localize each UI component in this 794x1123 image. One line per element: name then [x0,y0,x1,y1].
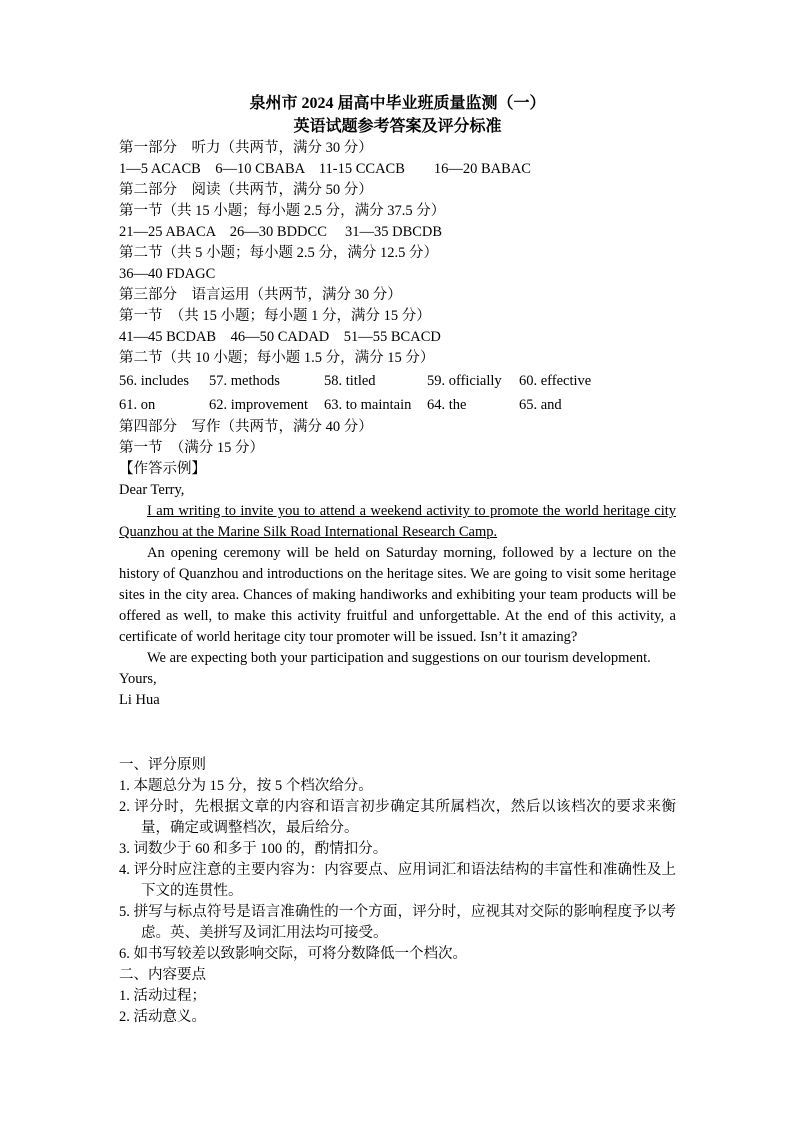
fill-answer-60: 60. effective [519,373,592,389]
content-point-2: 2. 活动意义。 [119,1009,206,1025]
fill-answer-65: 65. and [519,397,562,413]
part3-section1-header: 第一节 （共 15 小题；每小题 1 分，满分 15 分） [119,308,431,324]
essay-salutation: Dear Terry, [119,482,185,498]
fill-answer-57: 57. methods [209,373,280,389]
part3-header: 第三部分 语言运用（共两节，满分 30 分） [119,287,402,303]
content-points-header: 二、内容要点 [119,967,206,983]
fill-answers-row1 [119,369,676,393]
scoring-principle-3: 3. 词数少于 60 和多于 100 的，酌情扣分。 [119,841,388,857]
scoring-principles-header: 一、评分原则 [119,757,206,773]
section-gap [119,711,676,755]
essay-paragraph-2: An opening ceremony will be held on Saturday morning, followed by a lecture on the history of Quanzhou and introductions on the heritage sites. We are going to visit some heritage sites in the city area. Chances of making handiworks and exhibiting your team products will be offered as well, to make this activity fruitful and unforgettable. At the end of this activity, a certificate of world heritage city tour promoter will be issued. Isn’t it amazing? [119,545,676,645]
part4-section1-header: 第一节 （满分 15 分） [119,440,264,456]
scoring-principle-4: 4. 评分时应注意的主要内容为：内容要点、应用词汇和语法结构的丰富性和准确性及上下文的连贯性。 [119,862,676,899]
part2-section1-answers: 21—25 ABACA 26—30 BDDCC 31—35 DBCDB [119,224,443,240]
essay-signature: Li Hua [119,692,160,708]
essay-paragraph-1: I am writing to invite you to attend a weekend activity to promote the world heritage city Quanzhou at the Marine Silk Road International Research Camp. [119,503,676,540]
fill-answer-62: 62. improvement [209,397,309,413]
content-point-1: 1. 活动过程； [119,988,206,1004]
fill-answer-56: 56. includes [119,373,190,389]
part1-header: 第一部分 听力（共两节，满分 30 分） [119,140,373,156]
fill-answer-63: 63. to maintain [324,397,412,413]
part1-answers: 1—5 ACACB 6—10 CBABA 11-15 CCACB 16—20 BABAC [119,161,531,177]
scoring-principle-1: 1. 本题总分为 15 分，按 5 个档次给分。 [119,778,373,794]
part2-section2-answers: 36—40 FDAGC [119,266,216,282]
part2-section2-header: 第二节（共 5 小题；每小题 2.5 分，满分 12.5 分） [119,245,438,261]
sample-answer-label: 【作答示例】 [119,461,206,477]
fill-answers-row2 [119,393,676,417]
fill-answer-61: 61. on [119,397,156,413]
part4-header: 第四部分 写作（共两节，满分 40 分） [119,419,373,435]
essay-paragraph-3: We are expecting both your participation and suggestions on our tourism development. [147,650,651,666]
fill-answer-59: 59. officially [427,373,502,389]
part2-section1-header: 第一节（共 15 小题；每小题 2.5 分，满分 37.5 分） [119,203,446,219]
scoring-principle-6: 6. 如书写较差以致影响交际，可将分数降低一个档次。 [119,946,467,962]
part3-section2-header: 第二节（共 10 小题；每小题 1.5 分，满分 15 分） [119,350,435,366]
fill-answer-64: 64. the [427,397,467,413]
scoring-principle-2: 2. 评分时，先根据文章的内容和语言初步确定其所属档次，然后以该档次的要求来衡量，确定或调整档次，最后给分。 [119,799,676,836]
part3-section1-answers: 41—45 BCDAB 46—50 CADAD 51—55 BCACD [119,329,441,345]
fill-answer-58: 58. titled [324,373,376,389]
doc-title-line2: 英语试题参考答案及评分标准 [293,118,502,135]
essay-closing: Yours, [119,671,157,687]
doc-title-line1: 泉州市 2024 届高中毕业班质量监测（一） [249,95,546,112]
part2-header: 第二部分 阅读（共两节，满分 50 分） [119,182,373,198]
scoring-principle-5: 5. 拼写与标点符号是语言准确性的一个方面，评分时，应视其对交际的影响程度予以考虑。英、美拼写及词汇用法均可接受。 [119,904,676,941]
